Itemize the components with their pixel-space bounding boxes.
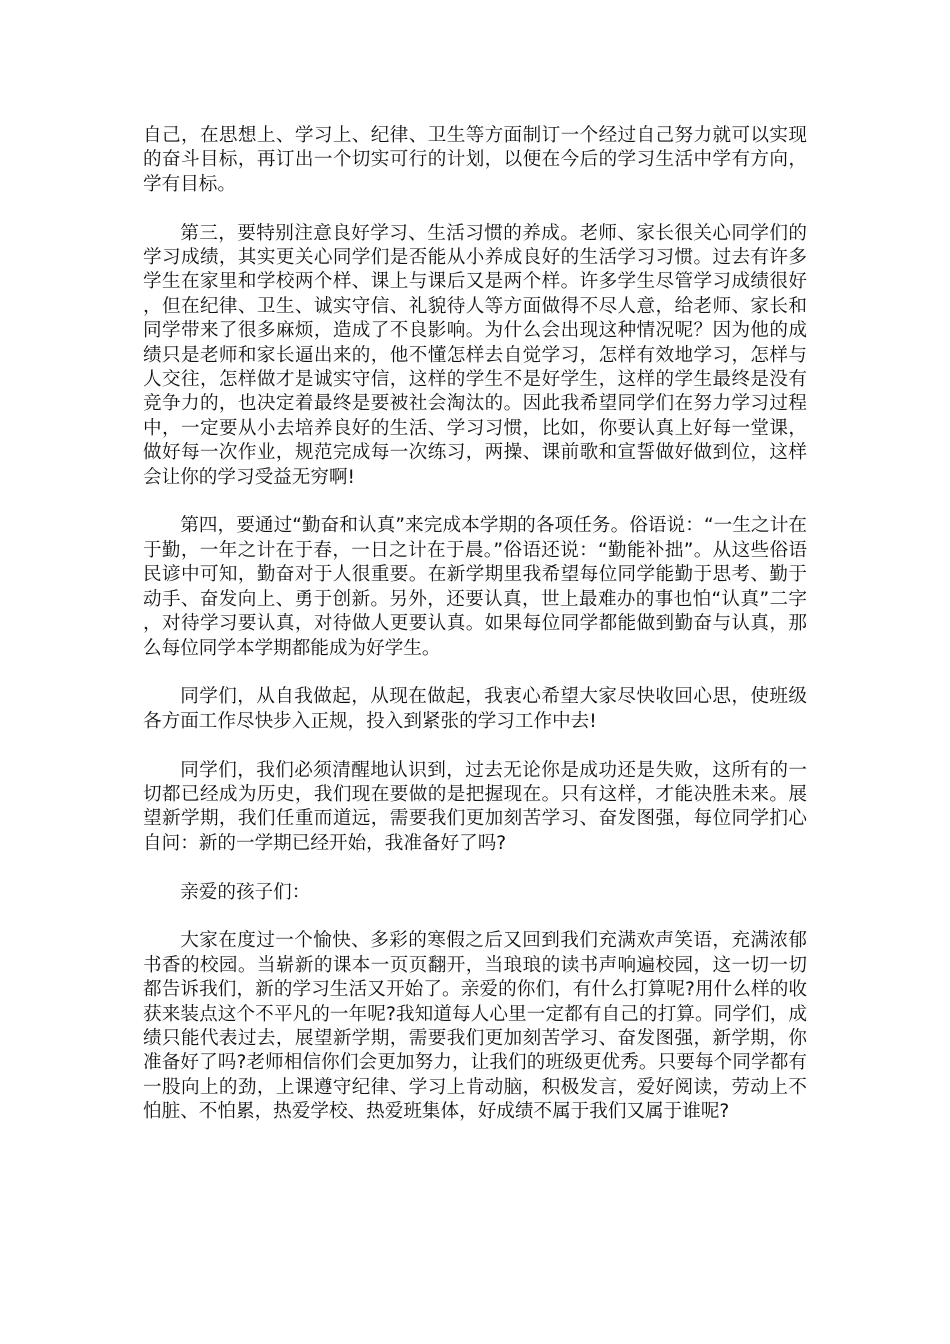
paragraph-fourth-point: 第四，要通过“勤奋和认真”来完成本学期的各项任务。俗语说：“一生之计在于勤，一年之计在于春，一日之计在于晨。”俗语还说：“勤能补拙”。从这些俗语民谚中可知，勤奋对于人很重要。在新学期里我希望每位同学能勤于思考、勤于动手、奋发向上、勇于创新。另外，还要认真，世上最难办的事也怕“认真”二字，对待学习要认真，对待做人更要认真。如果每位同学都能做到勤奋与认真，那么每位同学本学期都能成为好学生。 (143, 515, 807, 659)
paragraph-third-point: 第三，要特别注意良好学习、生活习惯的养成。老师、家长很关心同学们的学习成绩，其实更关心同学们是否能从小养成良好的生活学习习惯。过去有许多学生在家里和学校两个样、课上与课后又是两个样。许多学生尽管学习成绩很好，但在纪律、卫生、诚实守信、礼貌待人等方面做得不尽人意，给老师、家长和同学带来了很多麻烦，造成了不良影响。为什么会出现这种情况呢？因为他的成绩只是老师和家长逼出来的，他不懂怎样去自觉学习，怎样有效地学习，怎样与人交往，怎样做才是诚实守信，这样的学生不是好学生，这样的学生最终是没有竞争力的，也决定着最终是要被社会淘汰的。因此我希望同学们在努力学习过程中，一定要从小去培养良好的生活、学习习惯，比如，你要认真上好每一堂课，做好每一次作业，规范完成每一次练习，两操、课前歌和宣誓做好做到位，这样会让你的学习受益无穷啊! (143, 222, 807, 488)
paragraph-start-now: 同学们，从自我做起，从现在做起，我衷心希望大家尽快收回心思，使班级各方面工作尽快步入正规，投入到紧张的学习工作中去! (143, 686, 807, 732)
paragraph-salutation: 亲爱的孩子们： (180, 881, 311, 903)
document-page (143, 124, 807, 1149)
paragraph-welcome-back: 大家在度过一个愉快、多彩的寒假之后又回到我们充满欢声笑语，充满浓郁书香的校园。当崭新的课本一页页翻开，当琅琅的读书声响遍校园，这一切一切都告诉我们，新的学习生活又开始了。亲爱的你们，有什么打算呢?用什么样的收获来装点这个不平凡的一年呢?我知道每人心里一定都有自己的打算。同学们，成绩只能代表过去，展望新学期，需要我们更加刻苦学习、奋发图强，新学期，你准备好了吗?老师相信你们会更加努力，让我们的班级更优秀。只要每个同学都有一股向上的劲，上课遵守纪律、学习上肯动脑，积极发言，爱好阅读，劳动上不怕脏、不怕累，热爱学校、热爱班集体，好成绩不属于我们又属于谁呢? (143, 930, 807, 1123)
paragraph-grasp-present: 同学们，我们必须清醒地认识到，过去无论你是成功还是失败，这所有的一切都已经成为历史，我们现在要做的是把握现在。只有这样，才能决胜未来。展望新学期，我们任重而道远，需要我们更加刻苦学习、奋发图强，每位同学扪心自问：新的一学期已经开始，我准备好了吗? (143, 759, 807, 854)
paragraph-goal-continuation: 自己，在思想上、学习上、纪律、卫生等方面制订一个经过自己努力就可以实现的奋斗目标，再订出一个切实可行的计划，以便在今后的学习生活中学有方向，学有目标。 (143, 125, 807, 195)
